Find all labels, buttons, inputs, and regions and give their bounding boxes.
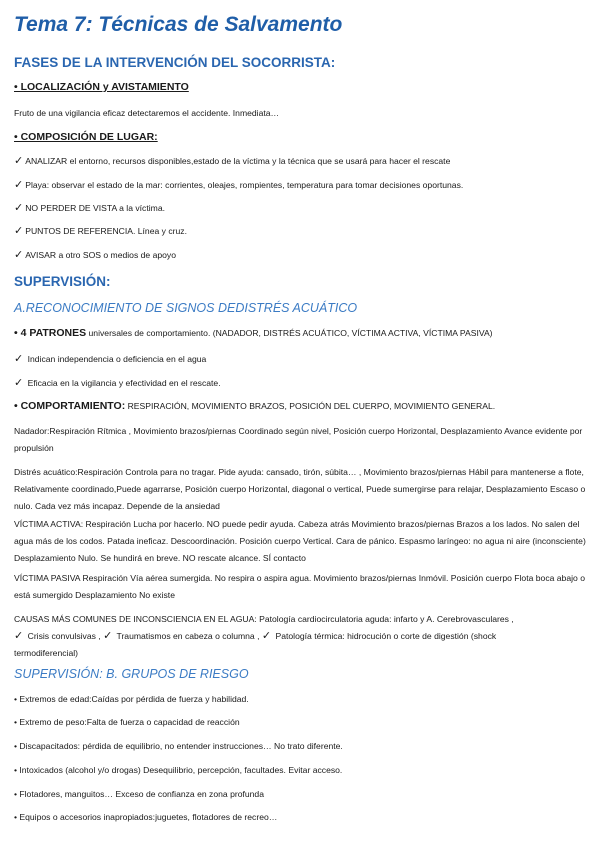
check-icon: ✓ — [14, 225, 24, 237]
section-a-heading: A.RECONOCIMIENTO DE SIGNOS DEDISTRÉS ACUÁTICO — [14, 301, 358, 315]
comportamiento-line: • COMPORTAMIENTO: RESPIRACIÓN, MOVIMIENTO BRAZOS, POSICIÓN DEL CUERPO, MOVIMIENTO GENERAL. — [14, 400, 496, 412]
check-icon: ✓ — [14, 630, 24, 642]
causas-paragraph: CAUSAS MÁS COMUNES DE INCONSCIENCIA EN EL AGUA: Patología cardiocirculatoria aguda: infarto y A. Cerebrovasculares , ✓ Crisis convulsivas , ✓ Traumatismos en cabeza o columna , ✓ Patología térmica: hidrocución o corte de digestión (shock termodiferencial) — [14, 614, 514, 658]
nadador-paragraph: Nadador:Respiración Rítmica , Movimiento brazos/piernas Coordinado según nivel, Posición cuerpo Horizontal, Desplazamiento Avance evidente por propulsión — [14, 426, 583, 453]
riesgo-item: • Intoxicados (alcohol y/o drogas) Desequilibrio, percepción, facultades. Evitar acceso. — [14, 765, 343, 775]
localizacion-heading: • LOCALIZACIÓN y AVISTAMIENTO — [14, 81, 189, 93]
section-b-heading: SUPERVISIÓN: B. GRUPOS DE RIESGO — [14, 667, 249, 681]
riesgo-item: • Extremo de peso:Falta de fuerza o capacidad de reacción — [14, 717, 240, 727]
riesgo-item: • Flotadores, manguitos… Exceso de confianza en zona profunda — [14, 789, 264, 799]
check-icon: ✓ — [103, 630, 113, 642]
page-title: Tema 7: Técnicas de Salvamento — [14, 13, 343, 36]
check-item: ✓ Indican independencia o deficiencia en el agua — [14, 353, 207, 365]
supervision-heading: SUPERVISIÓN: — [14, 274, 111, 289]
distres-paragraph: Distrés acuático:Respiración Controla para no tragar. Pide ayuda: cansado, tirón, súbita… , Movimiento brazos/piernas Hábil para mantenerse a flote, Relativamente coordinado,Puede agarrarse, Posición cuerpo Horizontal, diagonal o vertical, Puede sumergirse para relajar, Desplazamiento Escaso o nulo. Cada vez más incapaz. Depende de la ansiedad — [14, 467, 586, 511]
composicion-item: ✓ NO PERDER DE VISTA a la víctima. — [14, 202, 165, 214]
check-item: ✓ Eficacia en la vigilancia y efectividad en el rescate. — [14, 377, 221, 389]
check-icon: ✓ — [14, 249, 24, 261]
patrones-line: • 4 PATRONES universales de comportamiento. (NADADOR, DISTRÉS ACUÁTICO, VÍCTIMA ACTIVA, VÍCTIMA PASIVA) — [14, 327, 493, 339]
riesgo-item: • Equipos o accesorios inapropiados:juguetes, flotadores de recreo… — [14, 812, 278, 822]
localizacion-text: Fruto de una vigilancia eficaz detectaremos el accidente. Inmediata… — [14, 108, 280, 118]
check-icon: ✓ — [14, 377, 24, 389]
riesgo-item: • Extremos de edad:Caídas por pérdida de fuerza y habilidad. — [14, 694, 249, 704]
check-icon: ✓ — [14, 353, 24, 365]
fases-heading: FASES DE LA INTERVENCIÓN DEL SOCORRISTA: — [14, 55, 336, 70]
riesgo-item: • Discapacitados: pérdida de equilibrio, no entender instrucciones… No trato diferente. — [14, 741, 343, 751]
composicion-item: ✓ PUNTOS DE REFERENCIA. Línea y cruz. — [14, 225, 187, 237]
victima-activa-paragraph: VÍCTIMA ACTIVA: Respiración Lucha por hacerlo. NO puede pedir ayuda. Cabeza atrás Movimiento brazos/piernas Brazos a los lados. No salen del agua más de los codos. Patada ineficaz. Descoordinación. Posición cuerpo Vertical. Cara de pánico. Espasmo laríngeo: no agua ni aire (inconsciente) Desplazamiento Nulo. Se hundirá en breve. NO rescate alcance. SÍ contacto — [14, 519, 586, 563]
composicion-heading: • COMPOSICIÓN DE LUGAR: — [14, 131, 158, 143]
composicion-item: ✓ Playa: observar el estado de la mar: corrientes, oleajes, rompientes, temperatura para tomar decisiones oportunas. — [14, 179, 464, 191]
composicion-item: ✓ AVISAR a otro SOS o medios de apoyo — [14, 249, 177, 261]
check-icon: ✓ — [14, 179, 24, 191]
composicion-item: ✓ ANALIZAR el entorno, recursos disponibles,estado de la víctima y la técnica que se usará para hacer el rescate — [14, 155, 451, 167]
check-icon: ✓ — [14, 155, 24, 167]
check-icon: ✓ — [261, 630, 272, 642]
victima-pasiva-paragraph: VÍCTIMA PASIVA Respiración Vía aérea sumergida. No respira o aspira agua. Movimiento brazos/piernas Inmóvil. Posición cuerpo Flota boca abajo o está sumergido Desplazamiento No existe — [14, 573, 585, 600]
check-icon: ✓ — [14, 202, 24, 214]
